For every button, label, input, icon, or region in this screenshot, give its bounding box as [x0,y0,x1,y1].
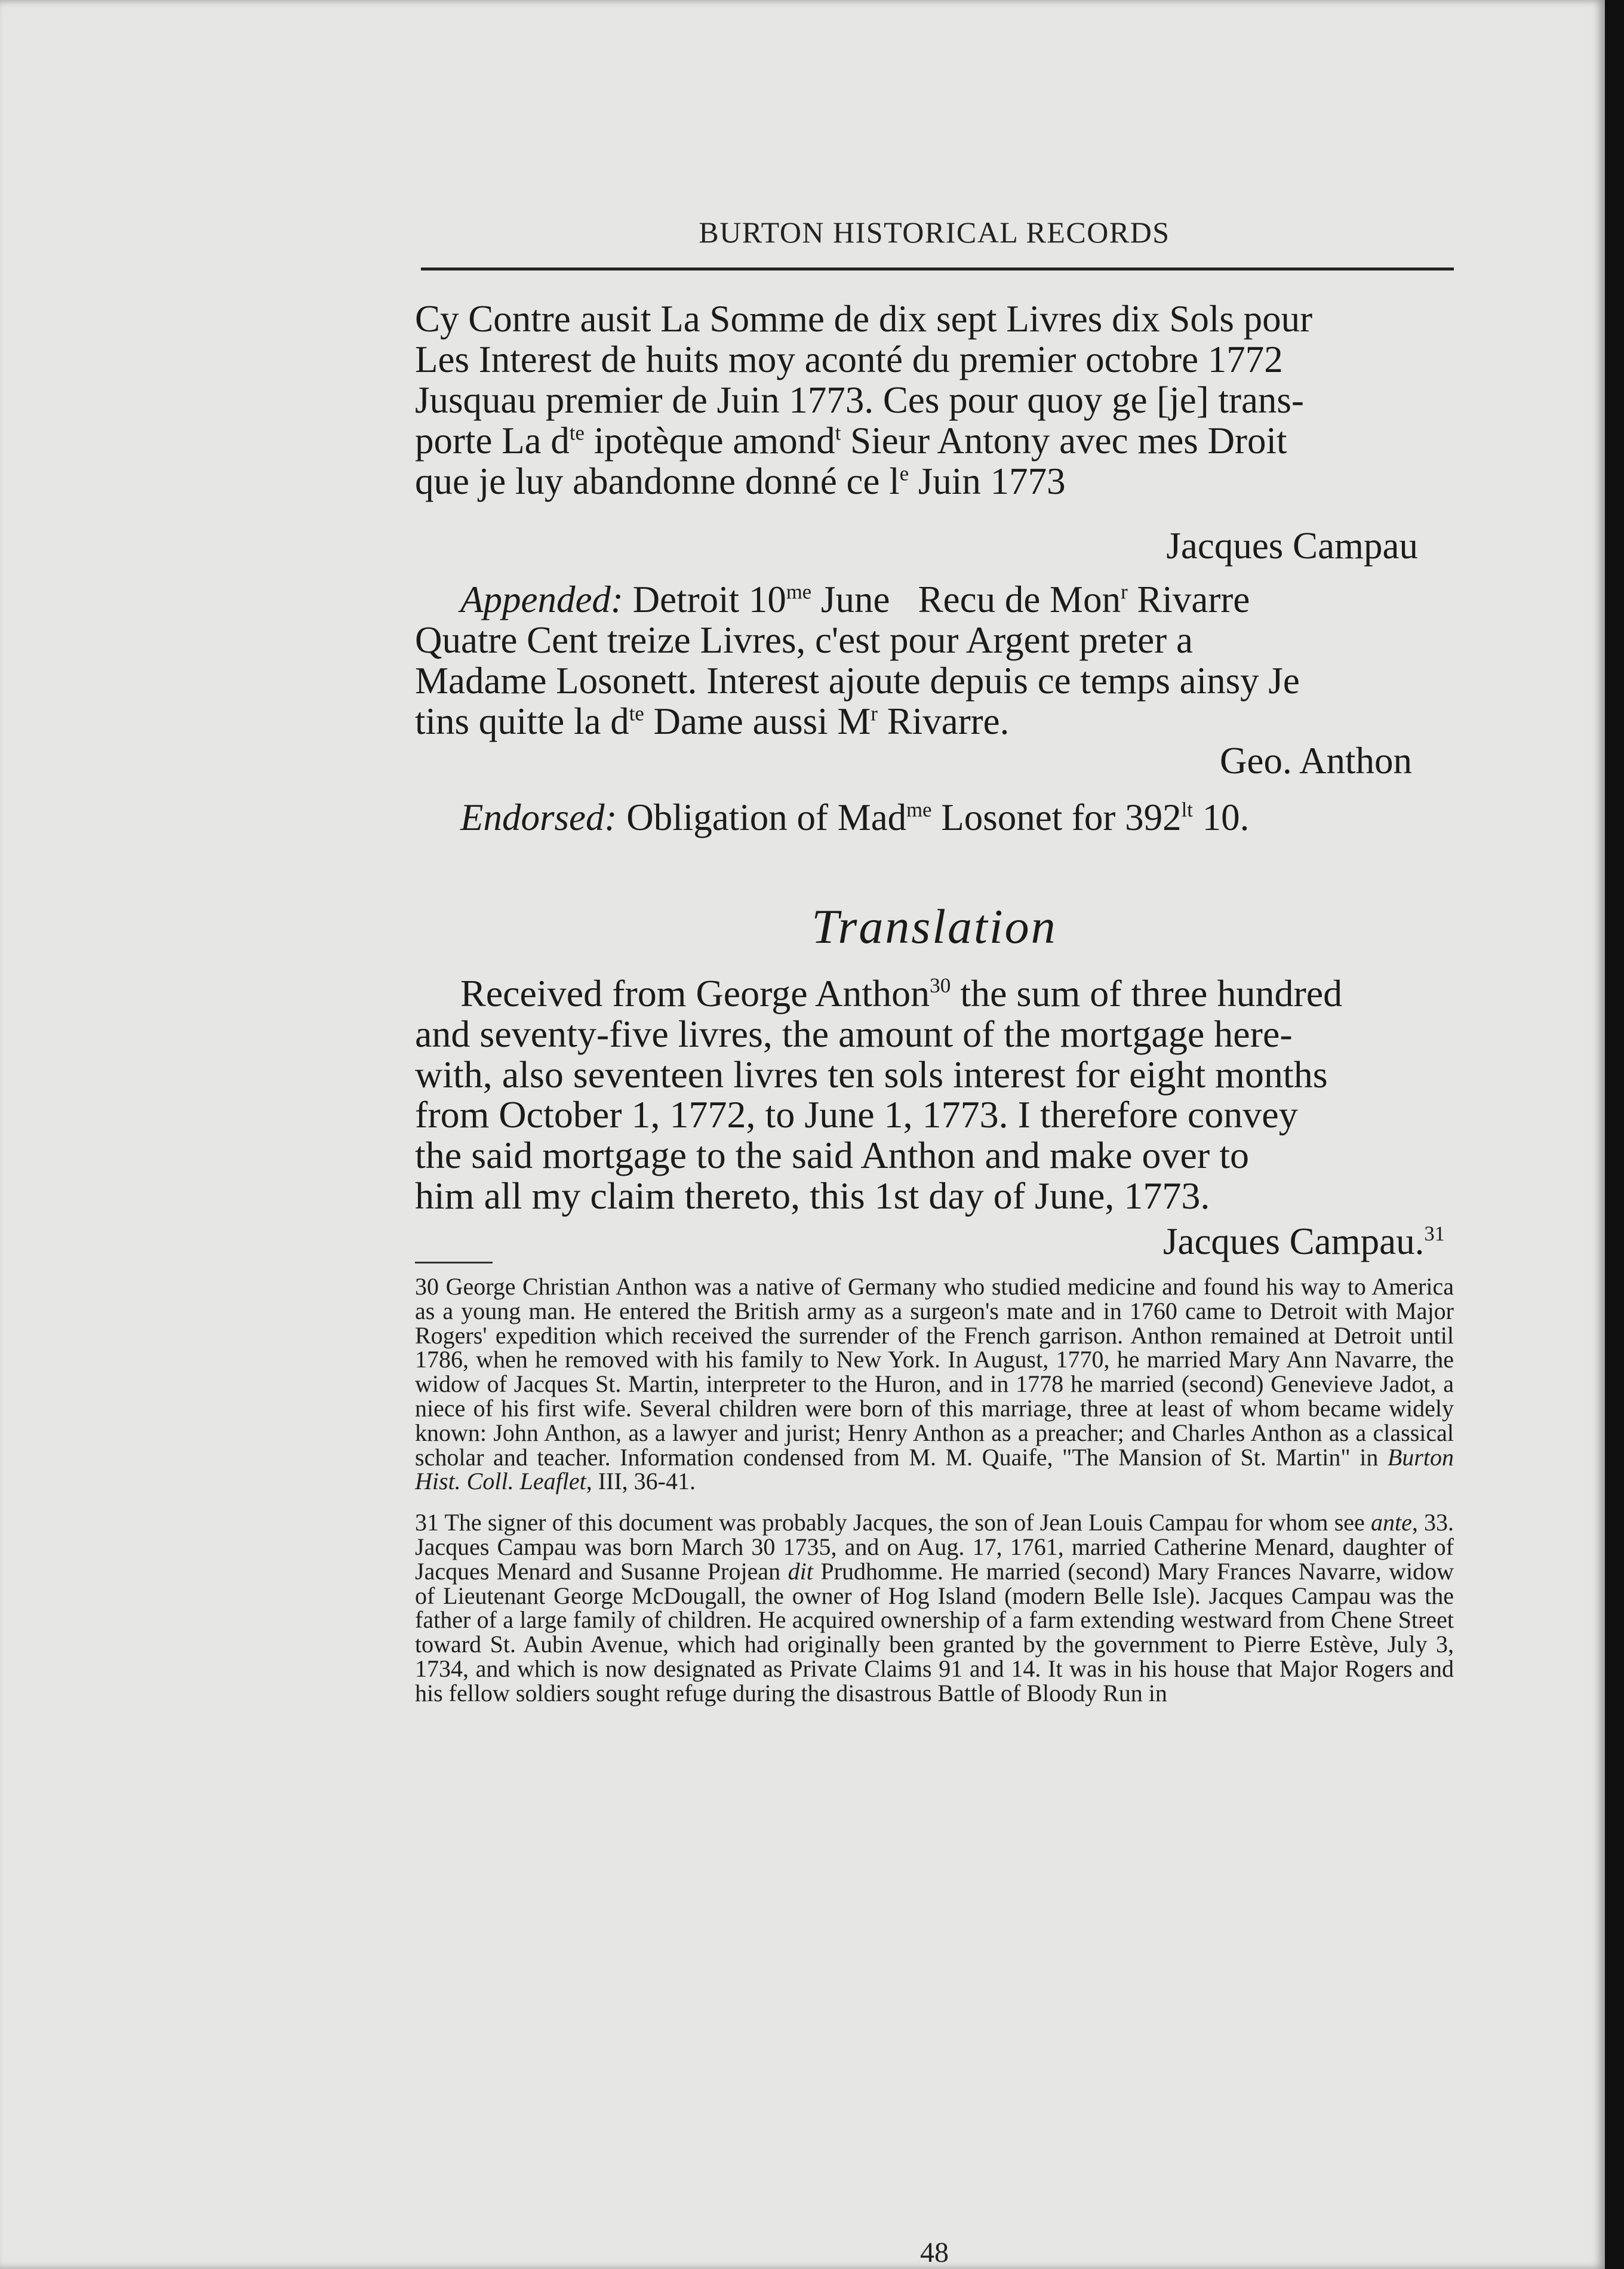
original-line: Cy Contre ausit La Somme de dix sept Livres dix Sols pour [415,298,1313,340]
running-head: BURTON HISTORICAL RECORDS [699,216,1170,249]
translation-heading: Translation [811,899,1057,954]
signature-campau: Jacques Campau [1166,525,1418,567]
translation-line: him all my claim thereto, this 1st day of June, 1773. [415,1175,1210,1217]
appended-line: Madame Losonett. Interest ajoute depuis ce temps ainsy Je [415,660,1300,702]
original-line: que je luy abandonne donné ce $l^e$ Juin 1773 [415,460,1066,503]
original-line: porte La $d^{te}$ ipotèque amond$^t$ Sieur Antony avec mes Droit [415,420,1287,462]
footnotes [415,1275,1454,1723]
footnote-number: 31 [415,1509,439,1536]
original-document-text [415,299,1454,502]
appended-line: Quatre Cent treize Livres, c'est pour Argent preter a [415,619,1193,662]
appended-label: Appended: [460,579,623,620]
endorsed-label: Endorsed: [460,797,617,838]
footnote-number: 30 [415,1273,439,1300]
appended-line: Appended: Detroit $10^{me}$ June Recu de Mon$^r$ Rivarre [460,579,1250,620]
page-edge-shadow [1605,0,1624,2269]
translation-line: Received from George Anthon$^{30}$ the sum of three hundred [460,972,1343,1014]
original-line: Jusquau premier de Juin 1773. Ces pour quoy ge [je] trans- [415,379,1304,422]
appended-line: tins quitte la $d^{te}$ Dame aussi $M^r$ Rivarre. [415,700,1010,743]
footnote-30: 30 George Christian Anthon was a native of Germany who studied medicine and found his way to America as a young man. He entered the British army as a surgeon's mate and in 1760 came to Detroit with Major Rogers' expedition which received the surrender of the French garrison. Anthon remained at Detroit until 1786, when he removed with his family to New York. In August, 1770, he married Mary Ann Navarre, the widow of Jacques St. Martin, interpreter to the Huron, and in 1778 he married (second) Genevieve Jadot, a niece of his first wife. Several children were born of this marriage, three at least of whom became widely known: John Anthon, as a lawyer and jurist; Henry Anthon as a preacher; and Charles Anthon as a classical scholar and teacher. Information condensed from M. M. Quaife, "The Mansion of St. Martin" in Burton Hist. Coll. Leaflet, III, 36-41. [415,1273,1454,1495]
translation-line: the said mortgage to the said Anthon and make over to [415,1134,1249,1177]
footnote-31: 31 The signer of this document was probably Jacques, the son of Jean Louis Campau for whom see ante, 33. Jacques Campau was born March 30 1735, and on Aug. 17, 1761, married Catherine Menard, daughter of Jacques Menard and Susanne Projean dit Prudhomme. He married (second) Mary Frances Navarre, widow of Lieutenant George McDougall, the owner of Hog Island (modern Belle Isle). Jacques Campau was the father of a large family of children. He acquired ownership of a farm extending westward from Chene Street toward St. Aubin Avenue, which had originally been granted by the government to Pierre Estève, July 3, 1734, and which is now designated as Private Claims 91 and 14. It was in his house that Major Rogers and his fellow soldiers sought refuge during the disastrous Battle of Bloody Run in [415,1509,1454,1707]
endorsed-line: Endorsed: Obligation of Mad$^{me}$ Losonet for $392^{lt}$ 10. [460,797,1250,838]
signature-anthon: Geo. Anthon [1220,740,1412,782]
translation-line: with, also seventeen livres ten sols interest for eight months [415,1053,1328,1096]
appended-text [415,579,1454,742]
translation-line: and seventy-five livres, the amount of the mortgage here- [415,1012,1293,1055]
original-line: Les Interest de huits moy aconté du premier octobre 1772 [415,339,1283,381]
translation-line: from October 1, 1772, to June 1, 1773. I therefore convey [415,1093,1298,1136]
header-rule [421,268,1454,270]
page-number: 48 [920,2237,949,2268]
footnote-rule [415,1262,493,1263]
signature-campau-translation: Jacques Campau.$^{31}$ [1162,1220,1445,1262]
translation-text [415,973,1454,1216]
endorsed-text [415,797,1454,838]
